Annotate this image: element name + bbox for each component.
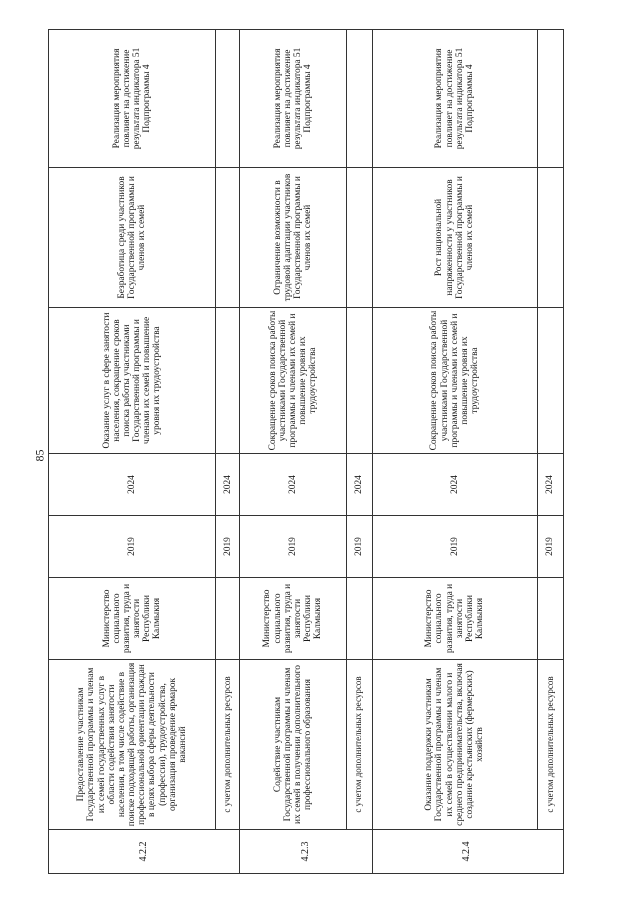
additional-resources-label: с учетом дополнительных ресурсов [216, 660, 240, 830]
consequence: Рост национальной напряженности у участников Государственной программы и членов их семей [372, 168, 537, 308]
executor: Министерство социального развития, труда и занятости Республики Калмыкия [240, 578, 346, 660]
table-row [372, 30, 537, 874]
consequence: Безработица среди участников Государственной программы и членов их семей [49, 168, 216, 308]
page-number: 85 [32, 449, 47, 462]
table-row [216, 30, 240, 874]
end-year: 2024 [372, 454, 537, 516]
empty-cell [216, 578, 240, 660]
activity-name: Содействие участникам Государственной программы и членам их семей в получении дополнительного профессионального образования [240, 660, 346, 830]
start-year: 2019 [216, 516, 240, 578]
row-number: 4.2.3 [240, 830, 373, 874]
expected-result: Сокращение сроков поиска работы участниками Государственной программы и членами их семей и повышение уровня их трудоустройства [240, 308, 346, 454]
expected-result: Оказание услуг в сфере занятости населения, сокращение сроков поиска работы участниками Государственной программы и членами их семей и повышение уровня их трудоустройства [49, 308, 216, 454]
additional-resources-label: с учетом дополнительных ресурсов [346, 660, 372, 830]
rotated-table-container [48, 30, 564, 874]
row-number: 4.2.2 [49, 830, 240, 874]
end-year: 2024 [216, 454, 240, 516]
empty-cell [216, 308, 240, 454]
empty-cell [216, 30, 240, 168]
activity-name: Оказание поддержки участникам Государственной программы и членам их семей в осуществлении малого и среднего предпринимательства, включая создание крестьянских (фермерских) хозяйств [372, 660, 537, 830]
executor: Министерство социального развития, труда и занятости Республики Калмыкия [372, 578, 537, 660]
additional-resources-label: с учетом дополнительных ресурсов [537, 660, 563, 830]
end-year: 2024 [240, 454, 346, 516]
row-number: 4.2.4 [372, 830, 563, 874]
end-year: 2024 [537, 454, 563, 516]
empty-cell [346, 30, 372, 168]
end-year: 2024 [346, 454, 372, 516]
table-row [537, 30, 563, 874]
start-year: 2019 [49, 516, 216, 578]
indicator-link: Реализация мероприятия повлияет на достижение результата индикатора 51 Подпрограммы 4 [372, 30, 537, 168]
table-row [346, 30, 372, 874]
empty-cell [537, 308, 563, 454]
expected-result: Сокращение сроков поиска работы участниками Государственной программы и членами их семей и повышение уровня их трудоустройства [372, 308, 537, 454]
empty-cell [537, 30, 563, 168]
start-year: 2019 [346, 516, 372, 578]
start-year: 2019 [372, 516, 537, 578]
consequence: Ограничение возможности в трудовой адаптации участников Государственной программы и членов их семей [240, 168, 346, 308]
empty-cell [216, 168, 240, 308]
empty-cell [537, 578, 563, 660]
empty-cell [346, 308, 372, 454]
indicator-link: Реализация мероприятия повлияет на достижение результата индикатора 51 Подпрограммы 4 [240, 30, 346, 168]
table-row [49, 30, 216, 874]
activity-name: Предоставление участникам Государственной программы и членам их семей государственных услуг в области содействия занятости населения, в том числе содействие в поиске подходящей работы, организация профессиональной ориентации граждан в целях выбора сферы деятельности (профессии), трудоустройства, организация проведение ярмарок вакансий [49, 660, 216, 830]
end-year: 2024 [49, 454, 216, 516]
executor: Министерство социального развития, труда и занятости Республики Калмыкия [49, 578, 216, 660]
empty-cell [346, 578, 372, 660]
start-year: 2019 [240, 516, 346, 578]
activities-table [48, 29, 564, 874]
start-year: 2019 [537, 516, 563, 578]
empty-cell [346, 168, 372, 308]
indicator-link: Реализация мероприятия повлияет на достижение результата индикатора 51 Подпрограммы 4 [49, 30, 216, 168]
table-row [240, 30, 346, 874]
empty-cell [537, 168, 563, 308]
